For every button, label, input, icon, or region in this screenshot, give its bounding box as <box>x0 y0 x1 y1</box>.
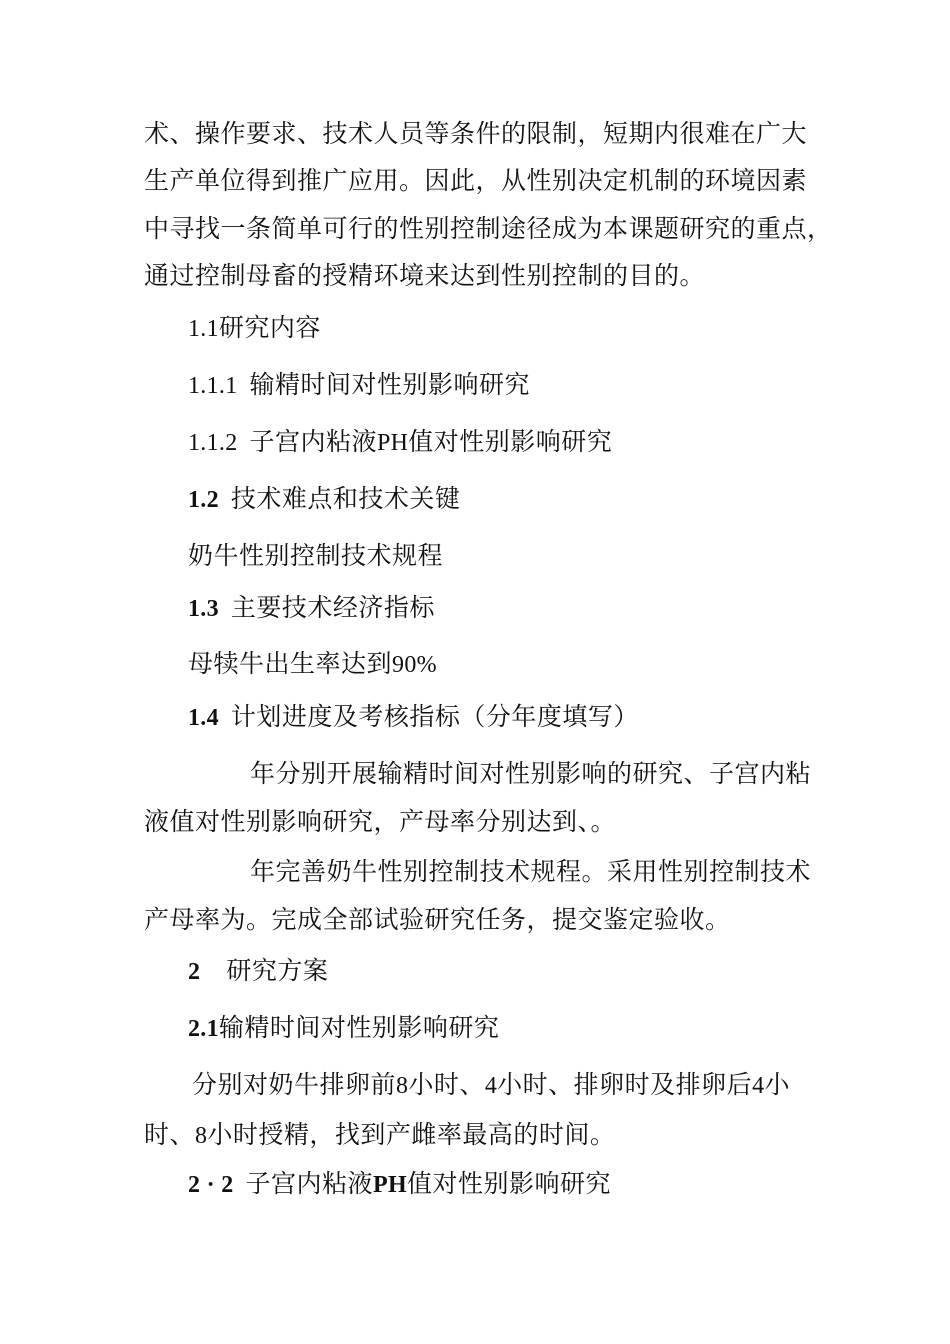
section-heading-2-1 <box>188 1011 499 1046</box>
section-number: 1.2 <box>188 487 219 513</box>
paragraph-line: 术、操作要求、技术人员等条件的限制，短期内很难在广大 <box>144 119 808 148</box>
section-number: 2.1 <box>188 1016 219 1042</box>
section-title: 输精时间对性别影响研究 <box>249 370 531 399</box>
section-body-line <box>192 1068 790 1103</box>
section-title: 研究方案 <box>226 956 329 985</box>
paragraph-line: 中寻找一条简单可行的性别控制途径成为本课题研究的重点， <box>144 214 833 243</box>
section-title: 输精时间对性别影响研究 <box>218 1013 500 1042</box>
section-heading-1-4 <box>188 700 639 735</box>
plan-line: 年分别开展输精时间对性别影响的研究、子宫内粘 <box>250 759 812 788</box>
plan-line: 液值对性别影响研究，产母率分别达到、。 <box>144 807 617 836</box>
section-title-part: 子宫内粘液 <box>245 1169 374 1198</box>
section-number: 1.1.1 <box>188 373 238 399</box>
ph-label: PH <box>377 430 409 456</box>
section-number: 1.1 <box>188 316 219 342</box>
section-number: 1.4 <box>188 705 219 731</box>
hours-value: 4 <box>752 1073 765 1099</box>
section-heading-1-1-1 <box>188 368 530 403</box>
section-title: 主要技术经济指标 <box>230 593 435 622</box>
section-number: 2 · 2 <box>188 1172 234 1198</box>
plan-line: 年完善奶牛性别控制技术规程。采用性别控制技术 <box>250 857 812 886</box>
body-text: 小时、排卵时及排卵后 <box>497 1070 753 1099</box>
section-title: 技术难点和技术关键 <box>230 484 461 513</box>
body-text: 小时、 <box>408 1070 485 1099</box>
section-heading-2-2 <box>188 1167 611 1202</box>
body-text: 小时授精，找到产雌率最高的时间。 <box>207 1120 616 1149</box>
section-title-part: 值对性别影响研究 <box>408 427 613 456</box>
body-text: 小 <box>764 1070 790 1099</box>
body-text: 母犊牛出生率达到 <box>188 649 393 678</box>
section-number: 1.1.2 <box>188 430 238 456</box>
section-title: 计划进度及考核指标（分年度填写） <box>230 702 639 731</box>
section-title: 研究内容 <box>218 313 321 342</box>
hours-value: 8 <box>396 1073 409 1099</box>
section-heading-1-1-2 <box>188 425 612 460</box>
hours-value: 8 <box>195 1123 208 1149</box>
ph-label: PH <box>373 1172 407 1198</box>
section-heading-1-2 <box>188 482 460 517</box>
section-title-part: 子宫内粘液 <box>249 427 378 456</box>
body-text: 分别对奶牛排卵前 <box>192 1070 397 1099</box>
section-number: 2 <box>188 959 201 985</box>
section-number: 1.3 <box>188 596 219 622</box>
section-heading-1-3 <box>188 591 435 626</box>
paragraph-line: 通过控制母畜的授精环境来达到性别控制的目的。 <box>144 261 706 290</box>
percent-value: 90% <box>392 652 437 678</box>
hours-value: 4 <box>484 1073 498 1099</box>
section-heading-2 <box>188 954 328 989</box>
plan-line: 产母率为。完成全部试验研究任务，提交鉴定验收。 <box>144 905 731 934</box>
section-title-part: 值对性别影响研究 <box>406 1169 611 1198</box>
section-heading-1-1 <box>188 311 321 346</box>
section-body: 奶牛性别控制技术规程 <box>188 541 444 570</box>
paragraph-line: 生产单位得到推广应用。因此，从性别决定机制的环境因素 <box>144 166 808 195</box>
body-text: 时、 <box>144 1120 196 1149</box>
section-body-line <box>144 1118 615 1153</box>
section-body <box>188 647 437 682</box>
